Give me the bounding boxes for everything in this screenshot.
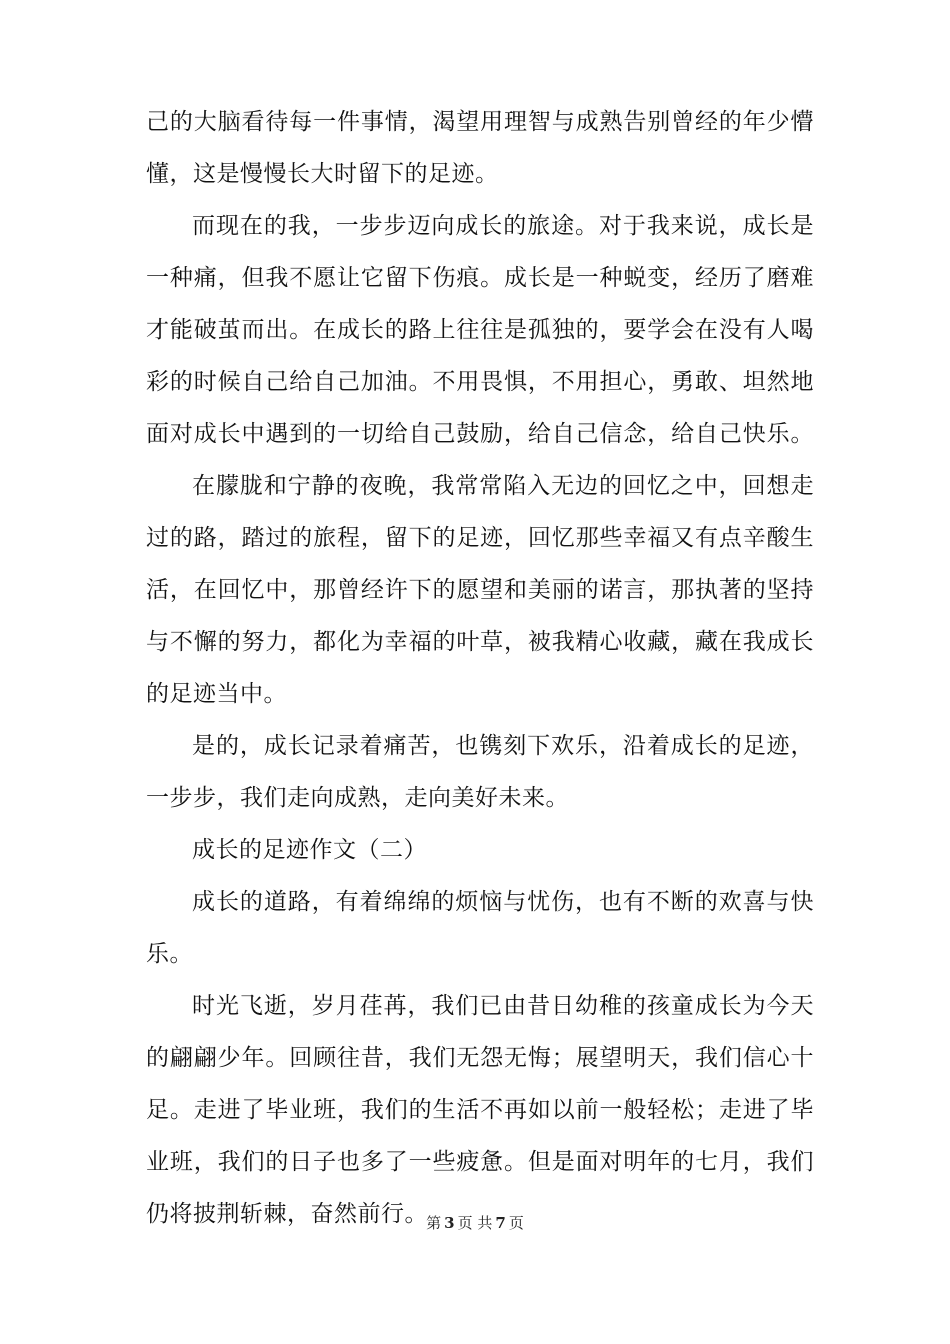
text-line: 是的，成长记录着痛苦，也镌刻下欢乐，沿着成长的足迹， [192,733,814,759]
text-line: 时光飞逝，岁月荏苒，我们已由昔日幼稚的孩童成长为今天 [192,993,814,1019]
text-line: 过的路，踏过的旅程，留下的足迹，回忆那些幸福又有点辛酸生 [146,525,814,551]
text-line: 成长的道路，有着绵绵的烦恼与忧伤，也有不断的欢喜与快 [192,889,814,915]
text-line: 才能破茧而出。在成长的路上往往是孤独的，要学会在没有人喝 [146,317,814,343]
total-page-count: 7 [495,1214,506,1232]
text-line: 活，在回忆中，那曾经许下的愿望和美丽的诺言，那执著的坚持 [146,577,814,603]
text-line: 在朦胧和宁静的夜晚，我常常陷入无边的回忆之中，回想走 [192,473,814,499]
footer-suffix: 页 [508,1214,524,1232]
text-line: 足。走进了毕业班，我们的生活不再如以前一般轻松；走进了毕 [146,1097,814,1123]
text-line: 面对成长中遇到的一切给自己鼓励，给自己信念，给自己快乐。 [146,421,814,447]
text-line: 一种痛，但我不愿让它留下伤痕。成长是一种蜕变，经历了磨难 [146,265,814,291]
text-line: 仍将披荆斩棘，奋然前行。 [146,1201,428,1227]
text-line: 的翩翩少年。回顾往昔，我们无怨无悔；展望明天，我们信心十 [146,1045,814,1071]
text-line: 业班，我们的日子也多了一些疲惫。但是面对明年的七月，我们 [146,1149,814,1175]
text-line: 乐。 [146,941,193,967]
text-line: 与不懈的努力，都化为幸福的叶草，被我精心收藏，藏在我成长 [146,629,814,655]
text-line: 的足迹当中。 [146,681,287,707]
document-body [146,100,814,1244]
section-heading: 成长的足迹作文（二） [192,837,427,863]
page-footer [0,1212,950,1234]
footer-middle: 页 共 [457,1214,493,1232]
text-line: 彩的时候自己给自己加油。不用畏惧，不用担心，勇敢、坦然地 [146,369,814,395]
current-page-number: 3 [444,1214,455,1232]
text-line: 懂，这是慢慢长大时留下的足迹。 [146,161,499,187]
text-line: 一步步，我们走向成熟，走向美好未来。 [146,785,569,811]
text-line: 己的大脑看待每一件事情，渴望用理智与成熟告别曾经的年少懵 [146,109,814,135]
footer-prefix: 第 [426,1214,442,1232]
text-line: 而现在的我，一步步迈向成长的旅途。对于我来说，成长是 [192,213,814,239]
